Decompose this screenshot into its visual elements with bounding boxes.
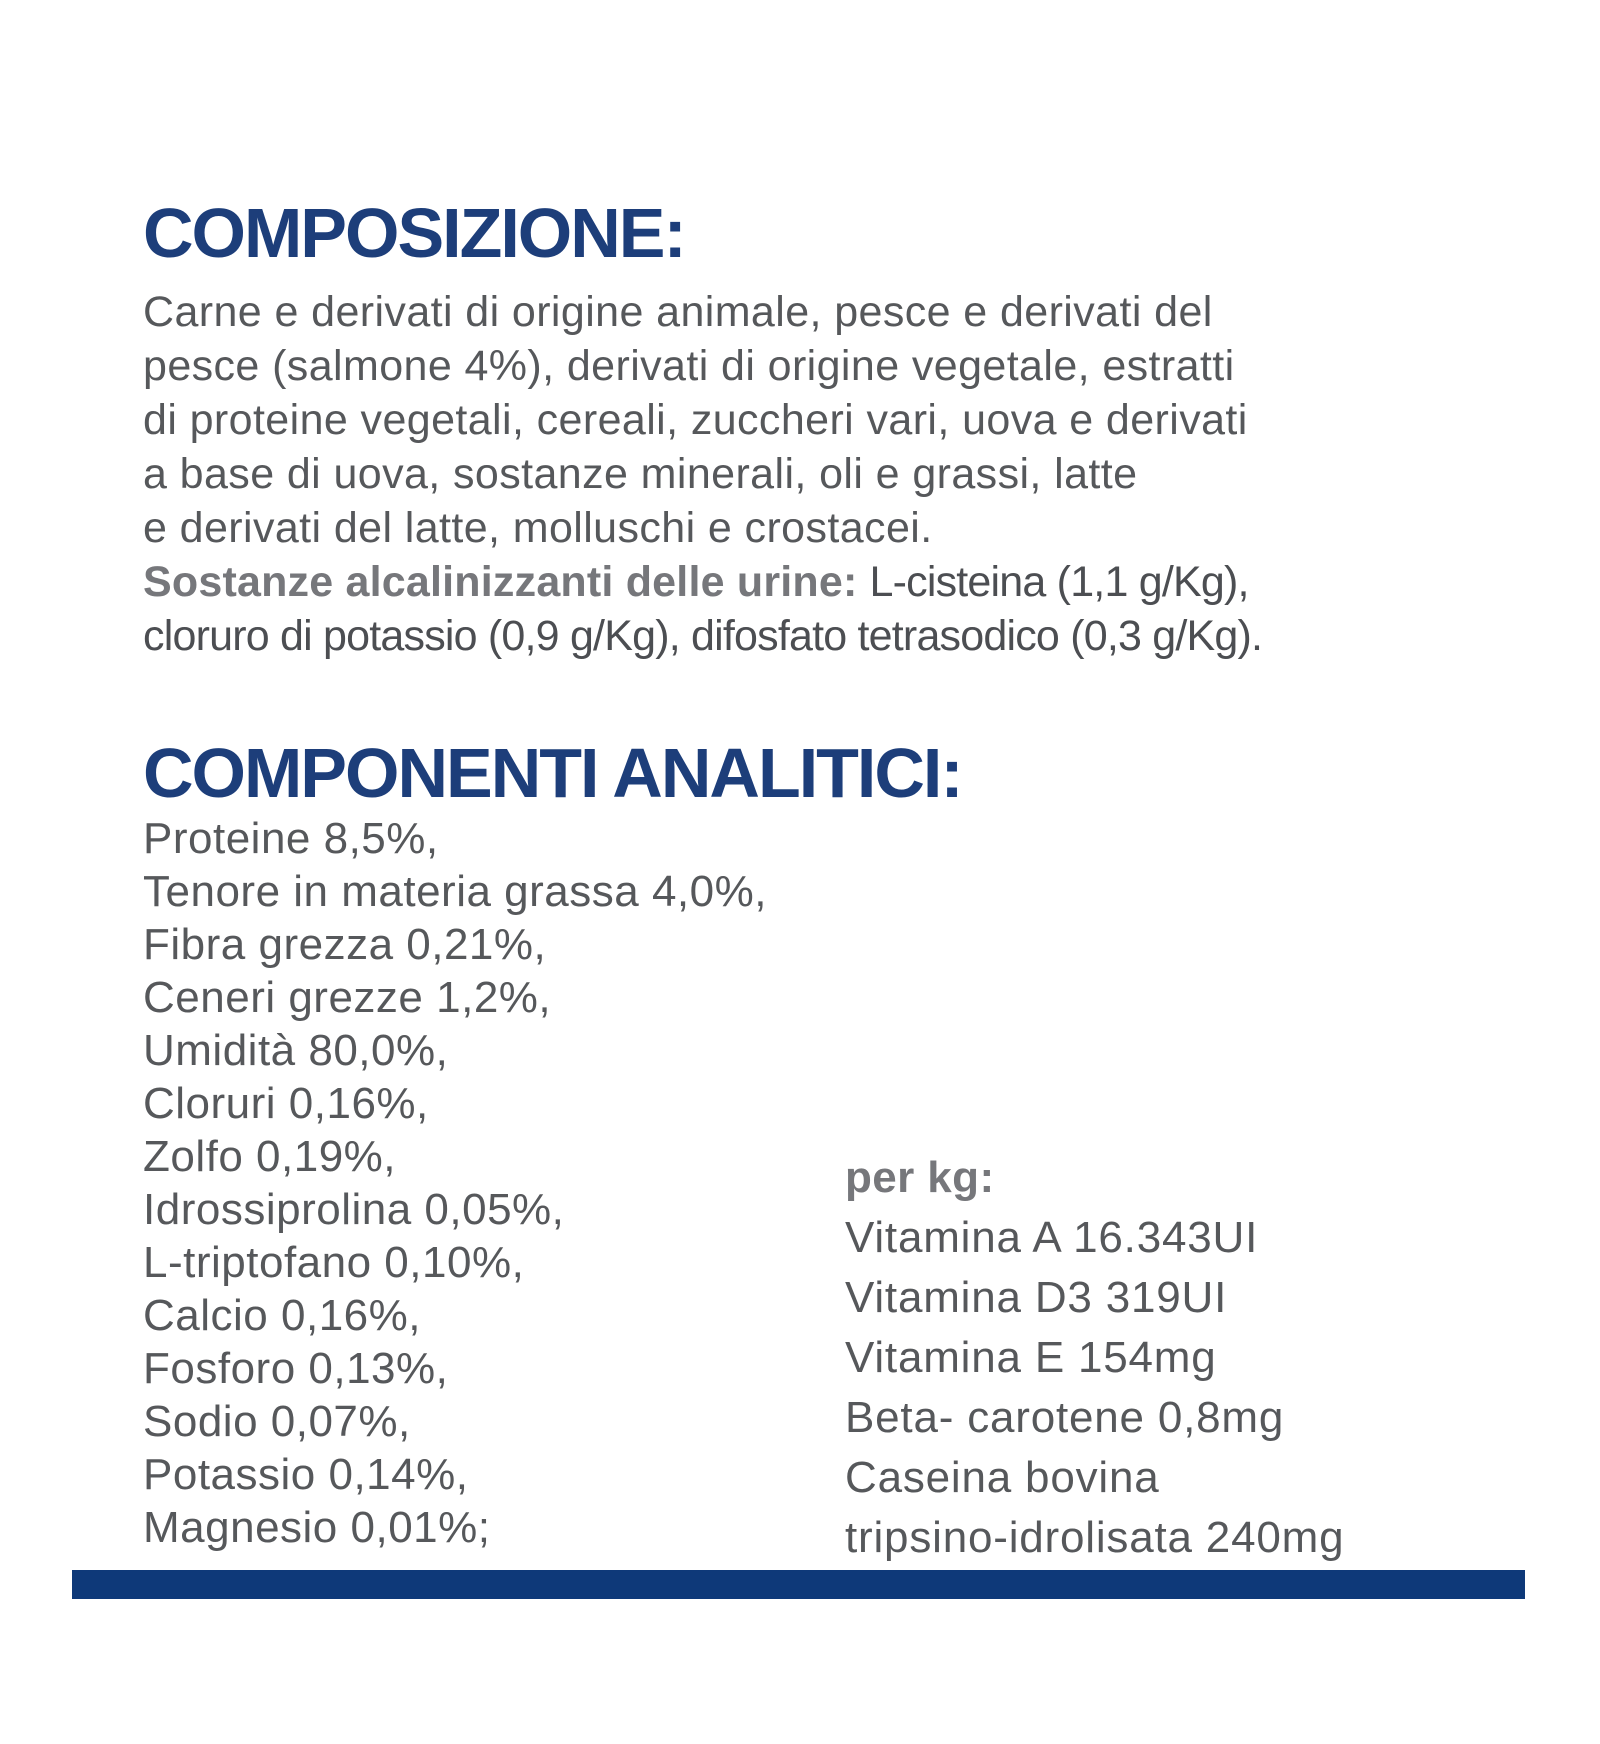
component-item-fibra: Fibra grezza 0,21%, [143,920,547,969]
component-item-magnesio: Magnesio 0,01%; [143,1503,491,1552]
analytical-components-list [143,812,767,1554]
per-kg-item-tripsino: tripsino-idrolisata 240mg [845,1513,1345,1562]
per-kg-item-caseina: Caseina bovina [845,1453,1160,1502]
component-item-calcio: Calcio 0,16%, [143,1291,421,1340]
component-item-idrossiprolina: Idrossiprolina 0,05%, [143,1185,565,1234]
alkalizing-value: L-cisteina (1,1 g/Kg), [869,558,1249,606]
alkalizing-label: Sostanze alcalinizzanti delle urine: [143,558,858,606]
component-item-potassio: Potassio 0,14%, [143,1450,469,1499]
per-kg-column [845,1148,1344,1568]
component-item-cloruri: Cloruri 0,16%, [143,1079,429,1128]
composition-line-1: Carne e derivati di origine animale, pesce e derivati del [143,288,1213,336]
composition-line-3: di proteine vegetali, cereali, zuccheri vari, uova e derivati [143,396,1248,444]
analitici-heading: COMPONENTI ANALITICI: [143,734,962,812]
divider-bar [72,1570,1525,1599]
composition-paragraph [143,285,1503,663]
composition-line-5: e derivati del latte, molluschi e crostacei. [143,504,933,552]
per-kg-item-beta-carotene: Beta- carotene 0,8mg [845,1393,1285,1442]
component-item-triptofano: L-triptofano 0,10%, [143,1238,525,1287]
alkalizing-continuation: cloruro di potassio (0,9 g/Kg), difosfato tetrasodico (0,3 g/Kg). [143,612,1263,660]
composizione-heading: COMPOSIZIONE: [143,194,685,272]
component-item-fosforo: Fosforo 0,13%, [143,1344,449,1393]
per-kg-item-vitamina-e: Vitamina E 154mg [845,1333,1217,1382]
component-item-zolfo: Zolfo 0,19%, [143,1132,397,1181]
per-kg-label: per kg: [845,1153,995,1202]
per-kg-item-vitamina-d3: Vitamina D3 319UI [845,1273,1228,1322]
component-item-proteine: Proteine 8,5%, [143,814,439,863]
component-item-tenore-grassa: Tenore in materia grassa 4,0%, [143,867,767,916]
alkalizing-line [143,555,1503,609]
component-item-ceneri: Ceneri grezze 1,2%, [143,973,552,1022]
component-item-umidita: Umidità 80,0%, [143,1026,449,1075]
composition-line-4: a base di uova, sostanze minerali, oli e grassi, latte [143,450,1138,498]
component-item-sodio: Sodio 0,07%, [143,1397,411,1446]
composition-line-2: pesce (salmone 4%), derivati di origine vegetale, estratti [143,342,1235,390]
per-kg-item-vitamina-a: Vitamina A 16.343UI [845,1213,1259,1262]
